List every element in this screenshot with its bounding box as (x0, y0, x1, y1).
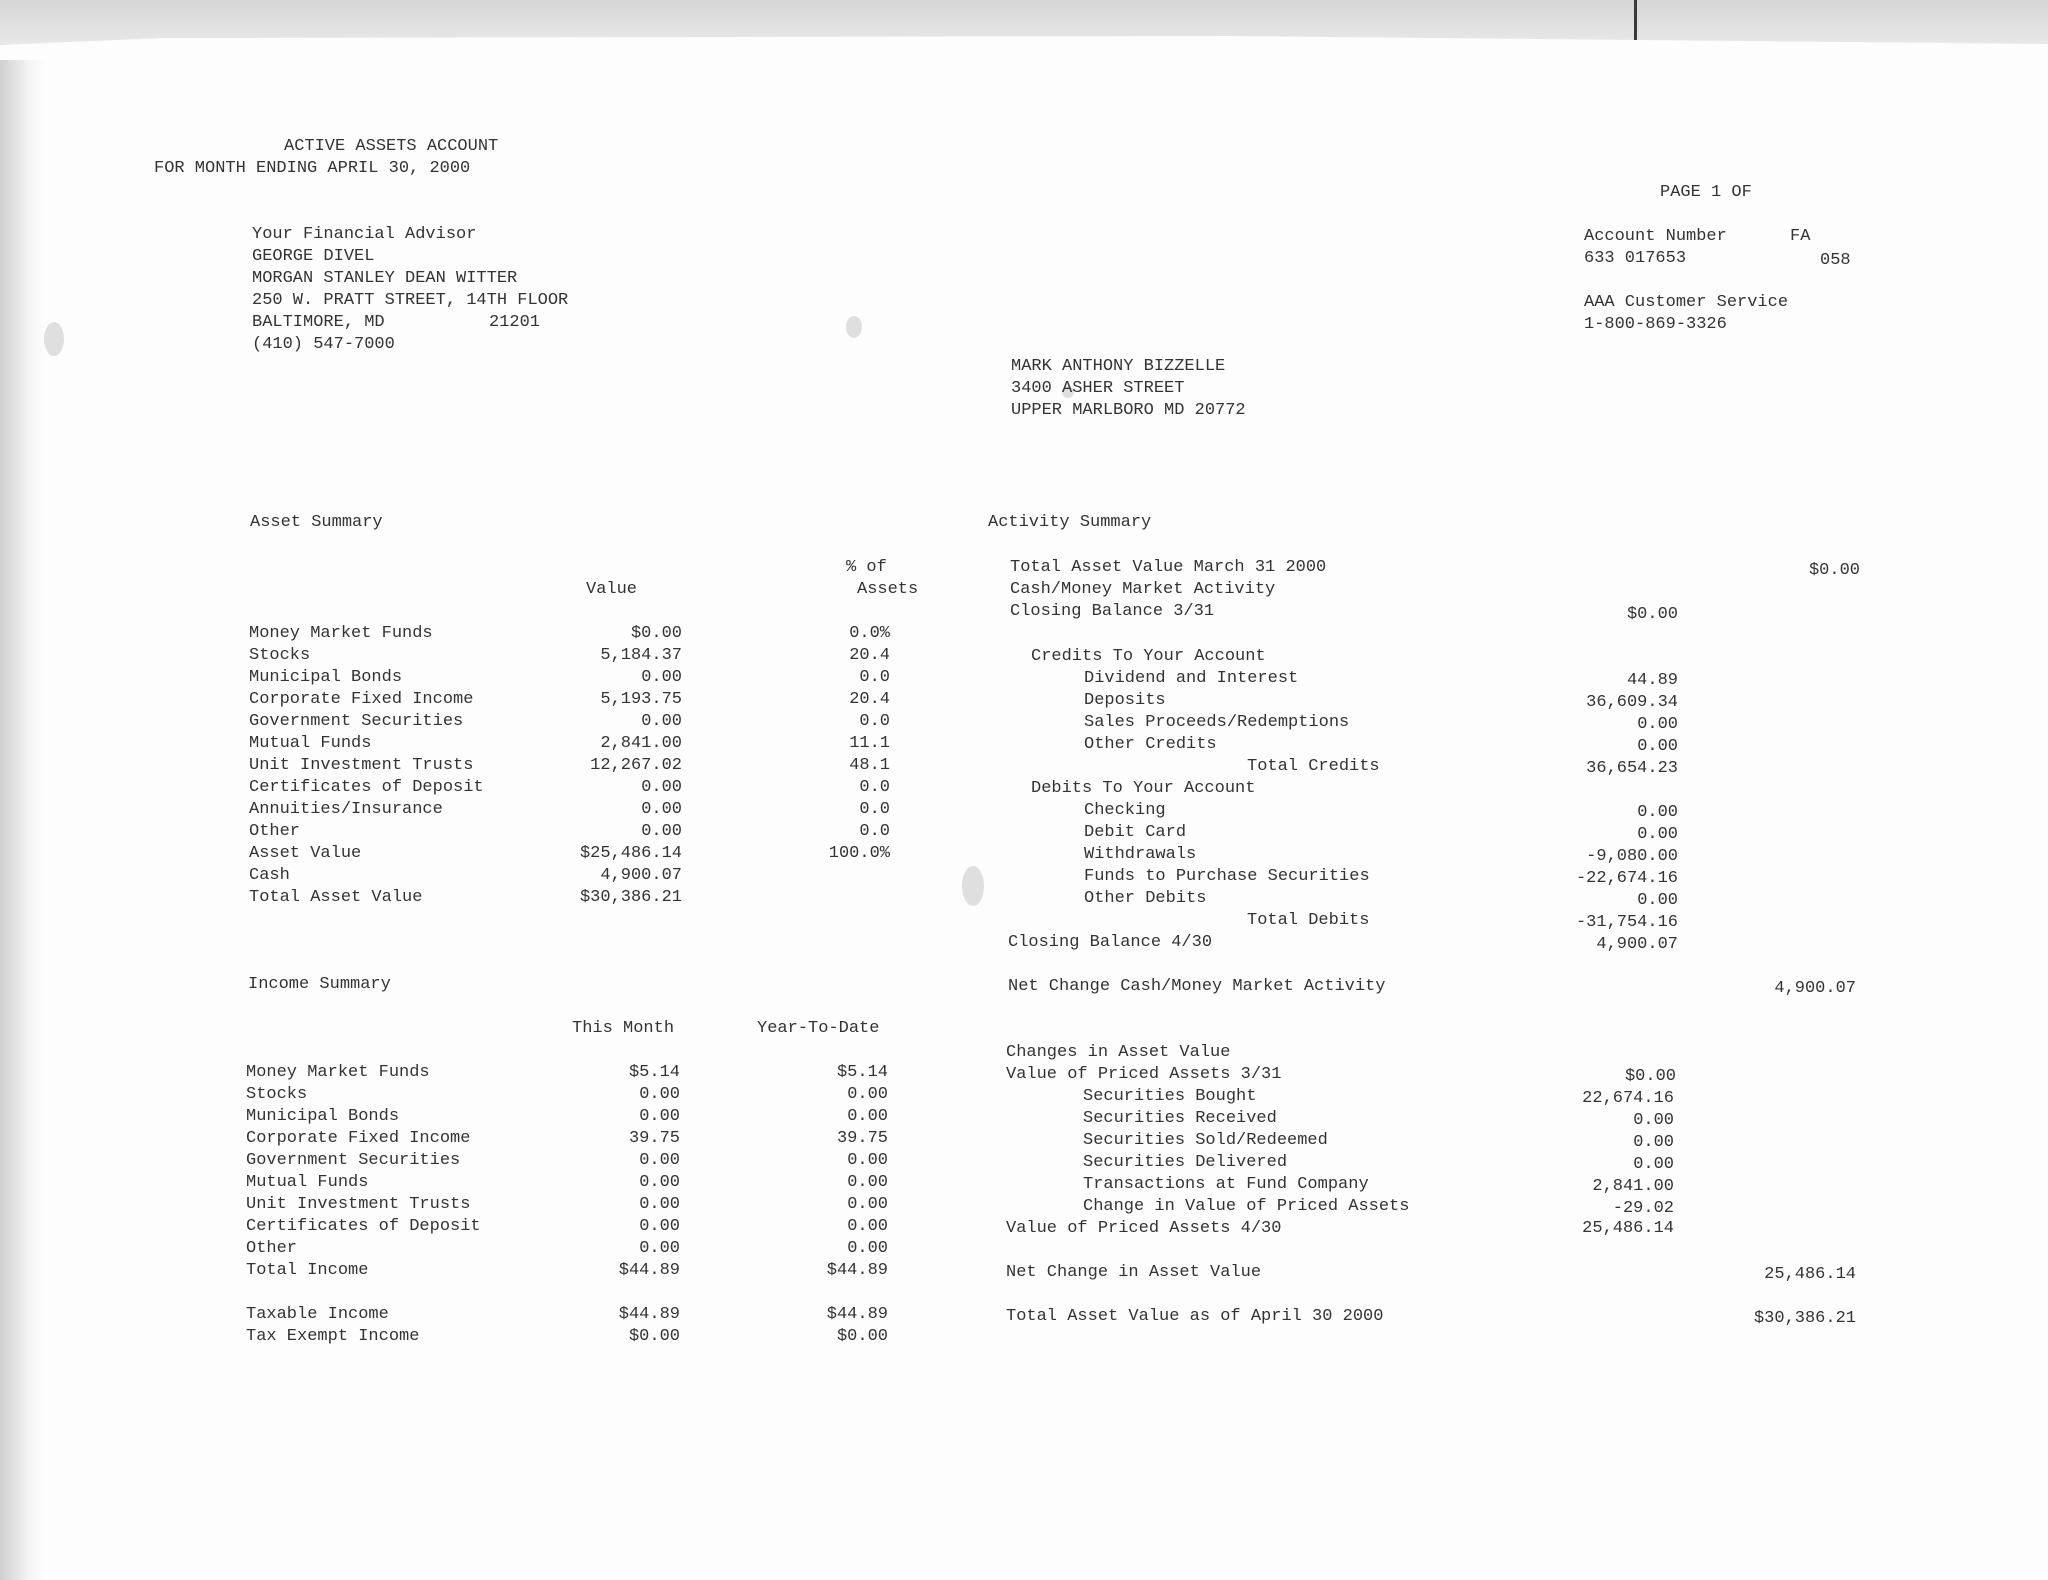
asset-row-pct: 0.0% (849, 624, 890, 643)
income-row-month: 0.00 (639, 1107, 680, 1126)
customer-service-phone: 1-800-869-3326 (1584, 315, 1727, 334)
account-number: 633 017653 (1584, 249, 1687, 268)
income-row-label: Corporate Fixed Income (246, 1129, 471, 1148)
income-row-month: 0.00 (639, 1085, 680, 1104)
section-title: Asset Summary (250, 513, 383, 532)
asset-row-pct: 20.4 (849, 690, 890, 709)
income-row-ytd: 0.00 (847, 1239, 888, 1258)
income-row-label: Municipal Bonds (246, 1107, 400, 1126)
total-debits-label: Total Debits (1247, 911, 1370, 930)
income-row-label: Government Securities (246, 1151, 461, 1170)
debit-row-value: 0.00 (1637, 825, 1678, 844)
fa-number: 058 (1820, 251, 1851, 270)
asset-row-label: Certificates of Deposit (249, 778, 484, 797)
credit-row-value: 0.00 (1637, 715, 1678, 734)
asset-row-pct: 0.0 (859, 712, 890, 731)
column-header-value: Value (586, 580, 638, 599)
income-row-month: 0.00 (639, 1151, 680, 1170)
asset-row-value: 4,900.07 (600, 866, 682, 885)
priced-end-label: Value of Priced Assets 4/30 (1006, 1219, 1282, 1238)
credit-row-label: Other Credits (1084, 735, 1217, 754)
smudge-mark (846, 316, 862, 338)
total-asset-start-label: Total Asset Value March 31 2000 (1010, 558, 1327, 577)
total-debits-value: -31,754.16 (1575, 913, 1678, 932)
change-row-label: Securities Bought (1083, 1087, 1257, 1106)
client-city: UPPER MARLBORO MD 20772 (1011, 401, 1246, 420)
credits-label: Credits To Your Account (1031, 647, 1266, 666)
net-asset-change-label: Net Change in Asset Value (1006, 1263, 1262, 1282)
debit-row-label: Other Debits (1084, 889, 1207, 908)
change-row-value: 0.00 (1633, 1111, 1674, 1130)
income-row-label: Money Market Funds (246, 1063, 430, 1082)
priced-start-label: Value of Priced Assets 3/31 (1006, 1065, 1282, 1084)
advisor-zip: 21201 (489, 313, 541, 332)
income-row-ytd: 0.00 (847, 1173, 888, 1192)
asset-row-label: Annuities/Insurance (249, 800, 443, 819)
taxable-income-label: Taxable Income (246, 1305, 389, 1324)
credit-row-value: 36,609.34 (1586, 693, 1678, 712)
debits-label: Debits To Your Account (1031, 779, 1256, 798)
statement-title: ACTIVE ASSETS ACCOUNT (284, 137, 499, 156)
credit-row-label: Deposits (1084, 691, 1166, 710)
asset-row-value: 2,841.00 (600, 734, 682, 753)
tax-exempt-income-month: $0.00 (628, 1327, 680, 1346)
asset-row-pct: 0.0 (859, 778, 890, 797)
section-title: Activity Summary (988, 513, 1152, 532)
asset-row-value: 12,267.02 (590, 756, 682, 775)
income-row-ytd: 0.00 (847, 1107, 888, 1126)
taxable-income-ytd: $44.89 (826, 1305, 888, 1324)
priced-start-value: $0.00 (1624, 1067, 1676, 1086)
column-header-ytd: Year-To-Date (757, 1019, 880, 1038)
income-row-label: Total Income (246, 1261, 369, 1280)
income-row-month: 39.75 (628, 1129, 680, 1148)
asset-row-label: Other (249, 822, 301, 841)
total-asset-end-label: Total Asset Value as of April 30 2000 (1006, 1307, 1384, 1326)
asset-row-pct: 100.0% (828, 844, 890, 863)
statement-period: FOR MONTH ENDING APRIL 30, 2000 (154, 159, 471, 178)
asset-row-value: $30,386.21 (579, 888, 682, 907)
asset-row-label: Municipal Bonds (249, 668, 403, 687)
column-header-pct: Assets (857, 580, 919, 599)
fa-label: FA (1790, 227, 1811, 246)
asset-row-pct: 0.0 (859, 822, 890, 841)
client-name: MARK ANTHONY BIZZELLE (1011, 357, 1226, 376)
asset-row-value: 5,193.75 (600, 690, 682, 709)
tax-exempt-income-label: Tax Exempt Income (246, 1327, 420, 1346)
advisor-label: Your Financial Advisor (252, 225, 477, 244)
asset-row-pct: 0.0 (859, 668, 890, 687)
tax-exempt-income-ytd: $0.00 (836, 1327, 888, 1346)
income-row-ytd: 0.00 (847, 1151, 888, 1170)
asset-row-label: Unit Investment Trusts (249, 756, 474, 775)
change-row-label: Securities Sold/Redeemed (1083, 1131, 1328, 1150)
taxable-income-month: $44.89 (618, 1305, 680, 1324)
change-row-label: Securities Delivered (1083, 1153, 1288, 1172)
asset-row-pct: 20.4 (849, 646, 890, 665)
changes-label: Changes in Asset Value (1006, 1043, 1231, 1062)
cash-activity-label: Cash/Money Market Activity (1010, 580, 1276, 599)
asset-row-label: Cash (249, 866, 290, 885)
change-row-label: Securities Received (1083, 1109, 1277, 1128)
debit-row-value: 0.00 (1637, 803, 1678, 822)
asset-row-label: Total Asset Value (249, 888, 423, 907)
asset-row-value: 0.00 (641, 822, 682, 841)
debit-row-label: Debit Card (1084, 823, 1187, 842)
income-row-label: Unit Investment Trusts (246, 1195, 471, 1214)
income-row-month: $44.89 (618, 1261, 680, 1280)
asset-row-value: 0.00 (641, 778, 682, 797)
advisor-city: BALTIMORE, MD (252, 313, 385, 332)
column-header-month: This Month (572, 1019, 675, 1038)
income-row-month: $5.14 (628, 1063, 680, 1082)
change-row-label: Change in Value of Priced Assets (1083, 1197, 1410, 1216)
debit-row-value: -22,674.16 (1575, 869, 1678, 888)
advisor-phone: (410) 547-7000 (252, 335, 395, 354)
asset-row-label: Government Securities (249, 712, 464, 731)
asset-row-label: Stocks (249, 646, 311, 665)
income-row-month: 0.00 (639, 1217, 680, 1236)
client-street: 3400 ASHER STREET (1011, 379, 1185, 398)
debit-row-label: Withdrawals (1084, 845, 1197, 864)
total-asset-end-value: $30,386.21 (1753, 1309, 1856, 1328)
income-row-ytd: 0.00 (847, 1195, 888, 1214)
debit-row-label: Funds to Purchase Securities (1084, 867, 1370, 886)
closing-end-value: 4,900.07 (1596, 935, 1678, 954)
credit-row-value: 44.89 (1626, 671, 1678, 690)
asset-row-value: 0.00 (641, 712, 682, 731)
income-row-month: 0.00 (639, 1195, 680, 1214)
scan-edge-line (1634, 0, 1637, 40)
customer-service-label: AAA Customer Service (1584, 293, 1789, 312)
income-row-month: 0.00 (639, 1239, 680, 1258)
debit-row-value: -9,080.00 (1586, 847, 1678, 866)
income-row-label: Other (246, 1239, 298, 1258)
change-row-value: 2,841.00 (1592, 1177, 1674, 1196)
income-row-ytd: 39.75 (836, 1129, 888, 1148)
column-header-pct: % of (846, 558, 887, 577)
advisor-firm: MORGAN STANLEY DEAN WITTER (252, 269, 518, 288)
debit-row-value: 0.00 (1637, 891, 1678, 910)
net-cash-change-value: 4,900.07 (1774, 979, 1856, 998)
asset-row-pct: 48.1 (849, 756, 890, 775)
income-row-month: 0.00 (639, 1173, 680, 1192)
income-row-label: Stocks (246, 1085, 308, 1104)
asset-row-value: $25,486.14 (579, 844, 682, 863)
credit-row-label: Sales Proceeds/Redemptions (1084, 713, 1350, 732)
account-number-label: Account Number (1584, 227, 1727, 246)
change-row-value: 22,674.16 (1582, 1089, 1674, 1108)
change-row-value: 0.00 (1633, 1133, 1674, 1152)
credit-row-value: 0.00 (1637, 737, 1678, 756)
income-row-label: Certificates of Deposit (246, 1217, 481, 1236)
closing-end-label: Closing Balance 4/30 (1008, 933, 1213, 952)
change-row-label: Transactions at Fund Company (1083, 1175, 1369, 1194)
debit-row-label: Checking (1084, 801, 1166, 820)
closing-start-value: $0.00 (1626, 605, 1678, 624)
credit-row-label: Dividend and Interest (1084, 669, 1299, 688)
closing-start-label: Closing Balance 3/31 (1010, 602, 1215, 621)
total-credits-label: Total Credits (1247, 757, 1380, 776)
asset-row-label: Mutual Funds (249, 734, 372, 753)
income-row-ytd: 0.00 (847, 1085, 888, 1104)
change-row-value: 0.00 (1633, 1155, 1674, 1174)
scan-left-shadow (0, 60, 46, 1580)
asset-row-label: Asset Value (249, 844, 362, 863)
income-row-ytd: $5.14 (836, 1063, 888, 1082)
asset-row-value: $0.00 (630, 624, 682, 643)
smudge-mark (44, 322, 64, 356)
income-row-label: Mutual Funds (246, 1173, 369, 1192)
total-asset-start-value: $0.00 (1808, 561, 1860, 580)
advisor-street: 250 W. PRATT STREET, 14TH FLOOR (252, 291, 569, 310)
income-row-ytd: 0.00 (847, 1217, 888, 1236)
advisor-name: GEORGE DIVEL (252, 247, 375, 266)
section-title: Income Summary (248, 975, 391, 994)
asset-row-value: 0.00 (641, 800, 682, 819)
income-row-ytd: $44.89 (826, 1261, 888, 1280)
page-number: PAGE 1 OF (1660, 183, 1752, 202)
asset-row-value: 0.00 (641, 668, 682, 687)
net-cash-change-label: Net Change Cash/Money Market Activity (1008, 977, 1386, 996)
priced-end-value: 25,486.14 (1582, 1219, 1674, 1238)
asset-row-label: Money Market Funds (249, 624, 433, 643)
net-asset-change-value: 25,486.14 (1764, 1265, 1856, 1284)
asset-row-label: Corporate Fixed Income (249, 690, 474, 709)
asset-row-value: 5,184.37 (600, 646, 682, 665)
asset-row-pct: 0.0 (859, 800, 890, 819)
total-credits-value: 36,654.23 (1586, 759, 1678, 778)
smudge-mark (962, 866, 984, 906)
asset-row-pct: 11.1 (849, 734, 890, 753)
change-row-value: -29.02 (1612, 1199, 1674, 1218)
